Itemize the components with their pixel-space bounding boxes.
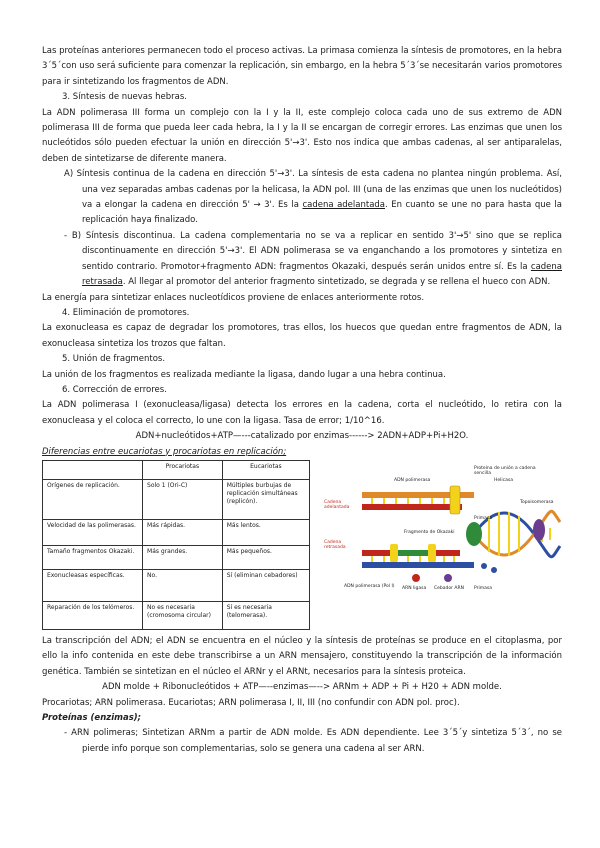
table-header-row [43, 460, 310, 479]
label-ssb: Proteína de unión a cadena sencilla [474, 465, 536, 476]
table-cell: Orígenes de replicación. [43, 479, 143, 519]
section-title-diferencias: Diferencias entre eucariotas y procariotas en replicación; [42, 446, 287, 457]
table-row [43, 519, 310, 545]
table-row [43, 601, 310, 629]
paragraph-ligasa: La unión de los fragmentos es realizada mediante la ligasa, dando lugar a una hebra continua. [42, 369, 446, 380]
section-title-proteinas: Proteínas (enzimas); [42, 713, 142, 723]
paragraph-polimerasa: La ADN polimerasa III forma un complejo con la I y la II, este complejo coloca cada uno de sus extremo de ADN polimerasa III de forma que pueda leer cada hebra, la I y la II se encargan de corregir errores. Las enzimas que unen los nucleótidos sólo pueden efectuar la unión en dirección 5'→3'. Esto nos indica que ambas cadenas, al ser antiparalelas, deben de sintetizarse de diferente manera. [42, 107, 562, 164]
paragraph-exonucleasa: La exonucleasa es capaz de degradar los promotores, tras ellos, los huecos que quedan entre fragmentos de ADN, la exonucleasa sintetiza los trozos que faltan. [42, 323, 562, 349]
table-header: Procariotas [143, 460, 223, 479]
table-cell: Más pequeños. [222, 545, 309, 569]
heading-eliminacion: 4. Eliminación de promotores. [62, 307, 190, 318]
table-cell: Más grandes. [143, 545, 223, 569]
table-cell: Solo 1 (Ori-C) [143, 479, 223, 519]
label-okazaki: Fragmento de Okazaki [404, 529, 455, 535]
paragraph-correccion: La ADN polimerasa I (exonucleasa/ligasa) detecta los errores en la cadena, corta el nucleótido, lo retira con la exonucleasa y el coloca el correcto, lo une con la ligasa. Tasa de error; 1/10^16. [42, 400, 562, 426]
list-item-a: A) Síntesis continua de la cadena en dirección 5'→3'. La síntesis de esta cadena no plantea ningún problema. Así, una vez separadas ambas cadenas por la helicasa, la ADN pol. III (una de las enzimas que unen los nucleótidos) va a elongar la cadena en dirección 5' → 3'. Es la cadena adelantada. En cuanto se une no para hasta que la replicación haya finalizado. [64, 169, 562, 226]
table-cell: Más rápidas. [143, 519, 223, 545]
table-cell: Tamaño fragmentos Okazaki. [43, 545, 143, 569]
paragraph-energia: La energía para sintetizar enlaces nucleotídicos proviene de enlaces anteriormente rotos. [42, 292, 425, 303]
comparison-table [42, 460, 310, 630]
term-cadena-adelantada: cadena adelantada [302, 200, 386, 211]
label-adn-pol-i: ADN polimerasa (Pol I) [344, 583, 395, 589]
paragraph-primasa: Las proteínas anteriores permanecen todo el proceso activas. La primasa comienza la síntesis de promotores, en la hebra 3´5´con uso será suficiente para comenzar la replicación, sin embargo, en la hebra 5´3´se necesitarán varios promotores para ir sintetizando los fragmentos de ADN. [42, 46, 562, 87]
document-page [42, 44, 562, 757]
list-item-arn-polimeras: - ARN polimeras; Sintetizan ARNm a partir de ADN molde. Es ADN dependiente. Lee 3´5´y sintetiza 5´3´, no se pierde info porque son complementarias, solo se genera una cadena al ser ARN. [64, 728, 562, 754]
table-cell: Sí (eliminan cebadores) [222, 569, 309, 601]
label-adn-polimerasa: ADN polimerasa [394, 477, 431, 483]
label-arn-ligasa: ARN ligasa [402, 585, 427, 591]
table-cell: Más lentos. [222, 519, 309, 545]
label-cebador: Cebador ARN [434, 585, 464, 591]
heading-sintesis-hebras: 3. Síntesis de nuevas hebras. [62, 92, 187, 103]
table-cell: Exonucleasas específicas. [43, 569, 143, 601]
table-cell: No es necesaria (cromosoma circular) [143, 601, 223, 629]
table-cell: Velocidad de las polimerasas. [43, 519, 143, 545]
heading-correccion: 6. Corrección de errores. [62, 384, 167, 395]
table-cell: No. [143, 569, 223, 601]
comparison-row [42, 460, 562, 630]
table-cell: Múltiples burbujas de replicación simultáneas (replicón). [222, 479, 309, 519]
table-row [43, 479, 310, 519]
label-primasa: Primasa [474, 515, 492, 521]
list-item-b: - B) Síntesis discontinua. La cadena complementaria no se va a replicar en sentido 3'→5' sino que se replica discontinuamente en dirección 5'→3'. El ADN polimerasa se va enganchando a los promotores y sintetiza en sentido contrario. Promotor+fragmento ADN: fragmentos Okazaki, después serán unidos entre sí. Es la cadena retrasada. Al llegar al promotor del anterior fragmento sintetizado, se degrada y se rellena el hueco con ADN. [64, 230, 562, 288]
table-cell: Sí es necesaria (telomerasa). [222, 601, 309, 629]
label-cadena-adelantada: Cadena adelantada [324, 499, 350, 510]
table-row [43, 545, 310, 569]
table-row [43, 569, 310, 601]
formula-replicacion: ADN+nucleótidos+ATP—---catalizado por enzimas------> 2ADN+ADP+Pi+H2O. [135, 431, 469, 442]
paragraph-transcripcion: La transcripción del ADN; el ADN se encuentra en el núcleo y la síntesis de proteínas se produce en el citoplasma, por ello la info contenida en este debe transcribirse a un ARN mensajero, constituyendo la transcripción de la información genética. También se sintetizan en el núcleo el ARNr y el ARNt, necesarios para la síntesis proteica. [42, 635, 562, 677]
term-cadena-retrasada: cadena retrasada [82, 261, 562, 288]
table-header: Eucariotas [222, 460, 309, 479]
table-cell: Reparación de los telómeros. [43, 601, 143, 629]
table-header [43, 460, 143, 479]
formula-transcripcion: ADN molde + Ribonucleótidos + ATP—--enzimas—--> ARNm + ADP + Pi + H20 + ADN molde. [102, 682, 502, 693]
paragraph-polimerasas: Procariotas; ARN polimerasa. Eucariotas; ARN polimerasa I, II, III (no confundir con ADN pol. proc). [42, 697, 460, 708]
label-cadena-retrasada: Cadena retrasada [324, 539, 346, 550]
replication-fork-diagram [324, 466, 562, 602]
label-topoisomerasa: Topoisomerasa [520, 499, 554, 505]
heading-union: 5. Unión de fragmentos. [62, 354, 166, 365]
label-helicasa: Helicasa [494, 477, 513, 483]
label-primasa-bottom: Primasa [474, 585, 492, 591]
